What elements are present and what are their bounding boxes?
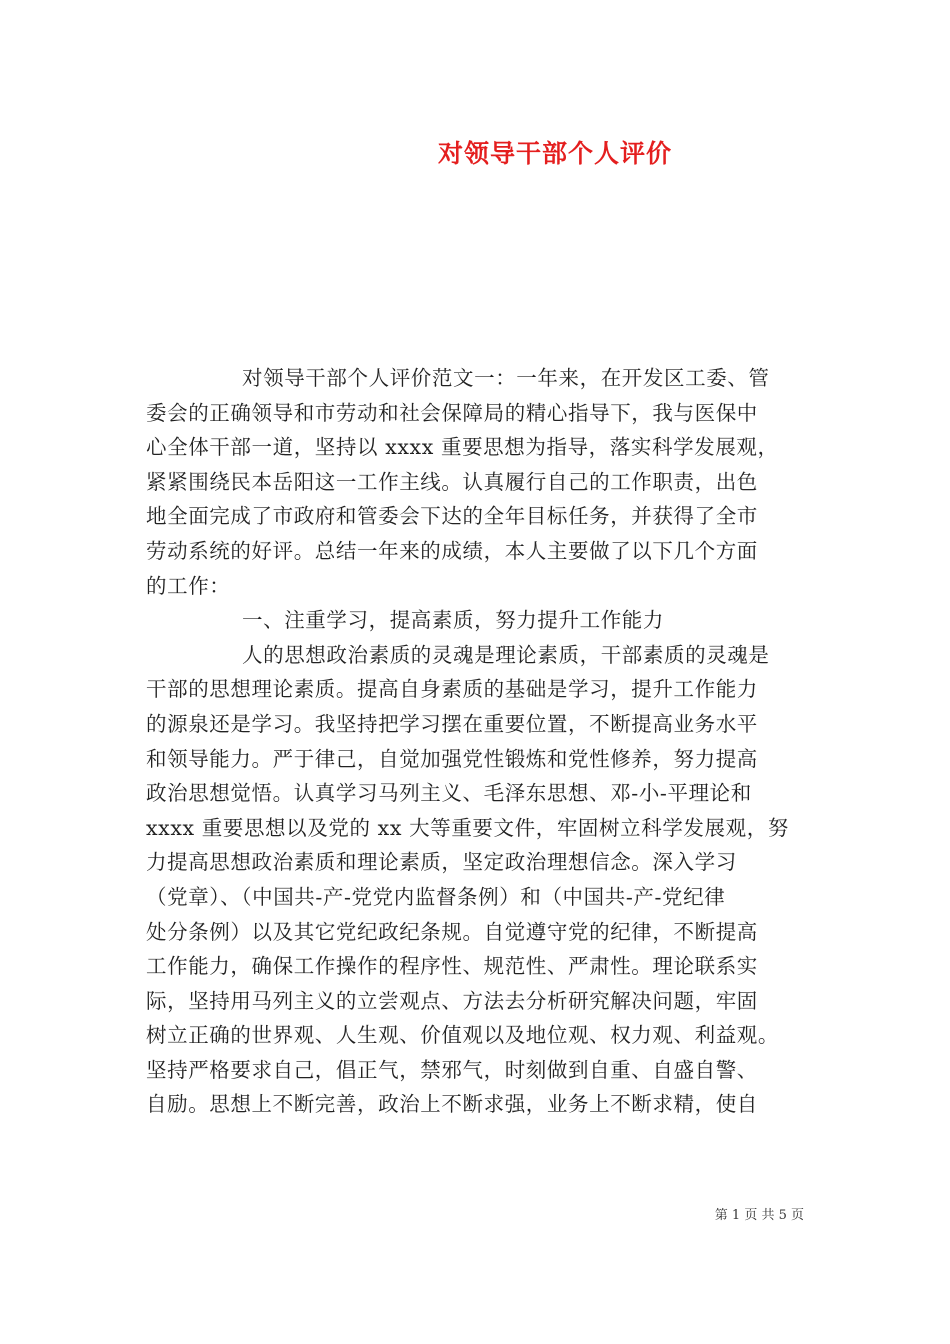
section-heading: 一、注重学习，提高素质，努力提升工作能力 [242,608,664,633]
document-body [146,361,846,1122]
body-line: xxxx 重要思想以及党的 xx 大等重要文件，牢固树立科学发展观，努 [146,815,789,840]
body-line: 地全面完成了市政府和管委会下达的全年目标任务，并获得了全市 [146,504,758,529]
body-line: 坚持严格要求自己，倡正气，禁邪气，时刻做到自重、自盛自警、 [146,1057,758,1082]
page-number-footer: 第 1 页 共 5 页 [714,1208,804,1223]
body-line: 紧紧围绕民本岳阳这一工作主线。认真履行自己的工作职责，出色 [146,469,758,494]
body-line: 政治思想觉悟。认真学习马列主义、毛泽东思想、邓-小-平理论和 [146,781,752,806]
document-title: 对领导干部个人评价 [437,139,672,168]
body-line: 的源泉还是学习。我坚持把学习摆在重要位置，不断提高业务水平 [146,711,758,736]
body-line: 的工作： [146,573,231,598]
body-line: 际，坚持用马列主义的立尝观点、方法去分析研究解决问题，牢固 [146,988,758,1013]
body-line: 工作能力，确保工作操作的程序性、规范性、严肃性。理论联系实 [146,954,758,979]
body-line: 委会的正确领导和市劳动和社会保障局的精心指导下，我与医保中 [146,400,758,425]
body-line: 对领导干部个人评价范文一：一年来，在开发区工委、管 [242,366,770,390]
body-line: 自励。思想上不断完善，政治上不断求强，业务上不断求精，使自 [146,1092,758,1117]
body-line: （党章）、（中国共-产-党党内监督条例）和（中国共-产-党纪律 [146,884,726,909]
body-line: 心全体干部一道，坚持以 xxxx 重要思想为指导，落实科学发展观， [146,435,779,460]
body-line: 处分条例）以及其它党纪政纪条规。自觉遵守党的纪律，不断提高 [146,919,758,944]
body-line: 人的思想政治素质的灵魂是理论素质，干部素质的灵魂是 [242,642,770,667]
body-line: 力提高思想政治素质和理论素质，坚定政治理想信念。深入学习 [146,850,737,875]
body-line: 劳动系统的好评。总结一年来的成绩，本人主要做了以下几个方面 [146,538,758,563]
body-line: 树立正确的世界观、人生观、价值观以及地位观、权力观、利益观。 [146,1023,779,1048]
body-line: 干部的思想理论素质。提高自身素质的基础是学习，提升工作能力 [146,677,758,702]
body-line: 和领导能力。严于律己，自觉加强党性锻炼和党性修养，努力提高 [146,746,758,771]
